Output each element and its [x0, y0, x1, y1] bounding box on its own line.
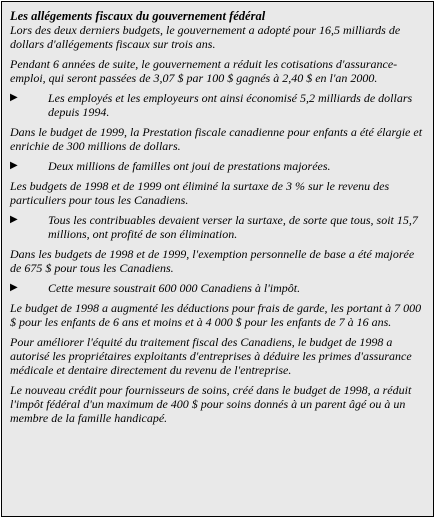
bullet-item: [10, 281, 425, 295]
intro-paragraph: Lors des deux derniers budgets, le gouvernement a adopté pour 16,5 milliards de dollars d'allégements fiscaux sur trois ans.: [10, 23, 401, 51]
paragraph-child-care: Le budget de 1998 a augmenté les déductions pour frais de garde, les portant à 7 000 $ pour les enfants de 6 ans et moins et à 4 000 $ pour les enfants de 7 à 16 ans.: [10, 301, 422, 329]
paragraph-employment-insurance: Pendant 6 années de suite, le gouvernement a réduit les cotisations d'assurance-emploi, qui seront passées de 3,07 $ par 100 $ gagnés à 2,40 $ en l'an 2000.: [10, 57, 398, 85]
bullet-arrow-icon: ▶: [10, 214, 18, 225]
bullet-arrow-icon: ▶: [10, 92, 18, 103]
bullet-arrow-icon: ▶: [10, 160, 18, 171]
paragraph-caregiver-credit: Le nouveau crédit pour fournisseurs de soins, créé dans le budget de 1998, a réduit l'impôt fédéral d'un maximum de 400 $ pour soins donnés à un parent âgé ou à un membre de la famille handicapé.: [10, 383, 412, 425]
paragraph-personal-exemption: Dans les budgets de 1998 et de 1999, l'exemption personnelle de base a été majorée de 675 $ pour tous les Canadiens.: [10, 247, 415, 275]
bullet-text: Deux millions de familles ont joui de prestations majorées.: [48, 159, 331, 173]
panel-title: Les allégements fiscaux du gouvernement fédéral: [10, 9, 266, 23]
bullet-item: [10, 91, 425, 119]
paragraph-surtax: Les budgets de 1998 et de 1999 ont éliminé la surtaxe de 3 % sur le revenu des particuliers pour tous les Canadiens.: [10, 179, 390, 207]
bullet-item: [10, 213, 425, 241]
bullet-text: Cette mesure soustrait 600 000 Canadiens à l'impôt.: [48, 281, 301, 295]
fiscal-relief-panel: [1, 1, 434, 517]
bullet-item: [10, 159, 425, 173]
paragraph-child-benefit: Dans le budget de 1999, la Prestation fiscale canadienne pour enfants a été élargie et enrichie de 300 millions de dollars.: [10, 125, 423, 153]
bullet-text: Les employés et les employeurs ont ainsi économisé 5,2 milliards de dollars depuis 1994.: [48, 91, 413, 119]
paragraph-business-owners: Pour améliorer l'équité du traitement fiscal des Canadiens, le budget de 1998 a autorisé les propriétaires exploitants d'entreprises à déduire les primes d'assurance médicale et dentaire directement du revenu de l'entreprise.: [10, 335, 412, 377]
bullet-text: Tous les contribuables devaient verser la surtaxe, de sorte que tous, soit 15,7 millions, ont profité de son élimination.: [48, 213, 418, 241]
bullet-arrow-icon: ▶: [10, 282, 18, 293]
